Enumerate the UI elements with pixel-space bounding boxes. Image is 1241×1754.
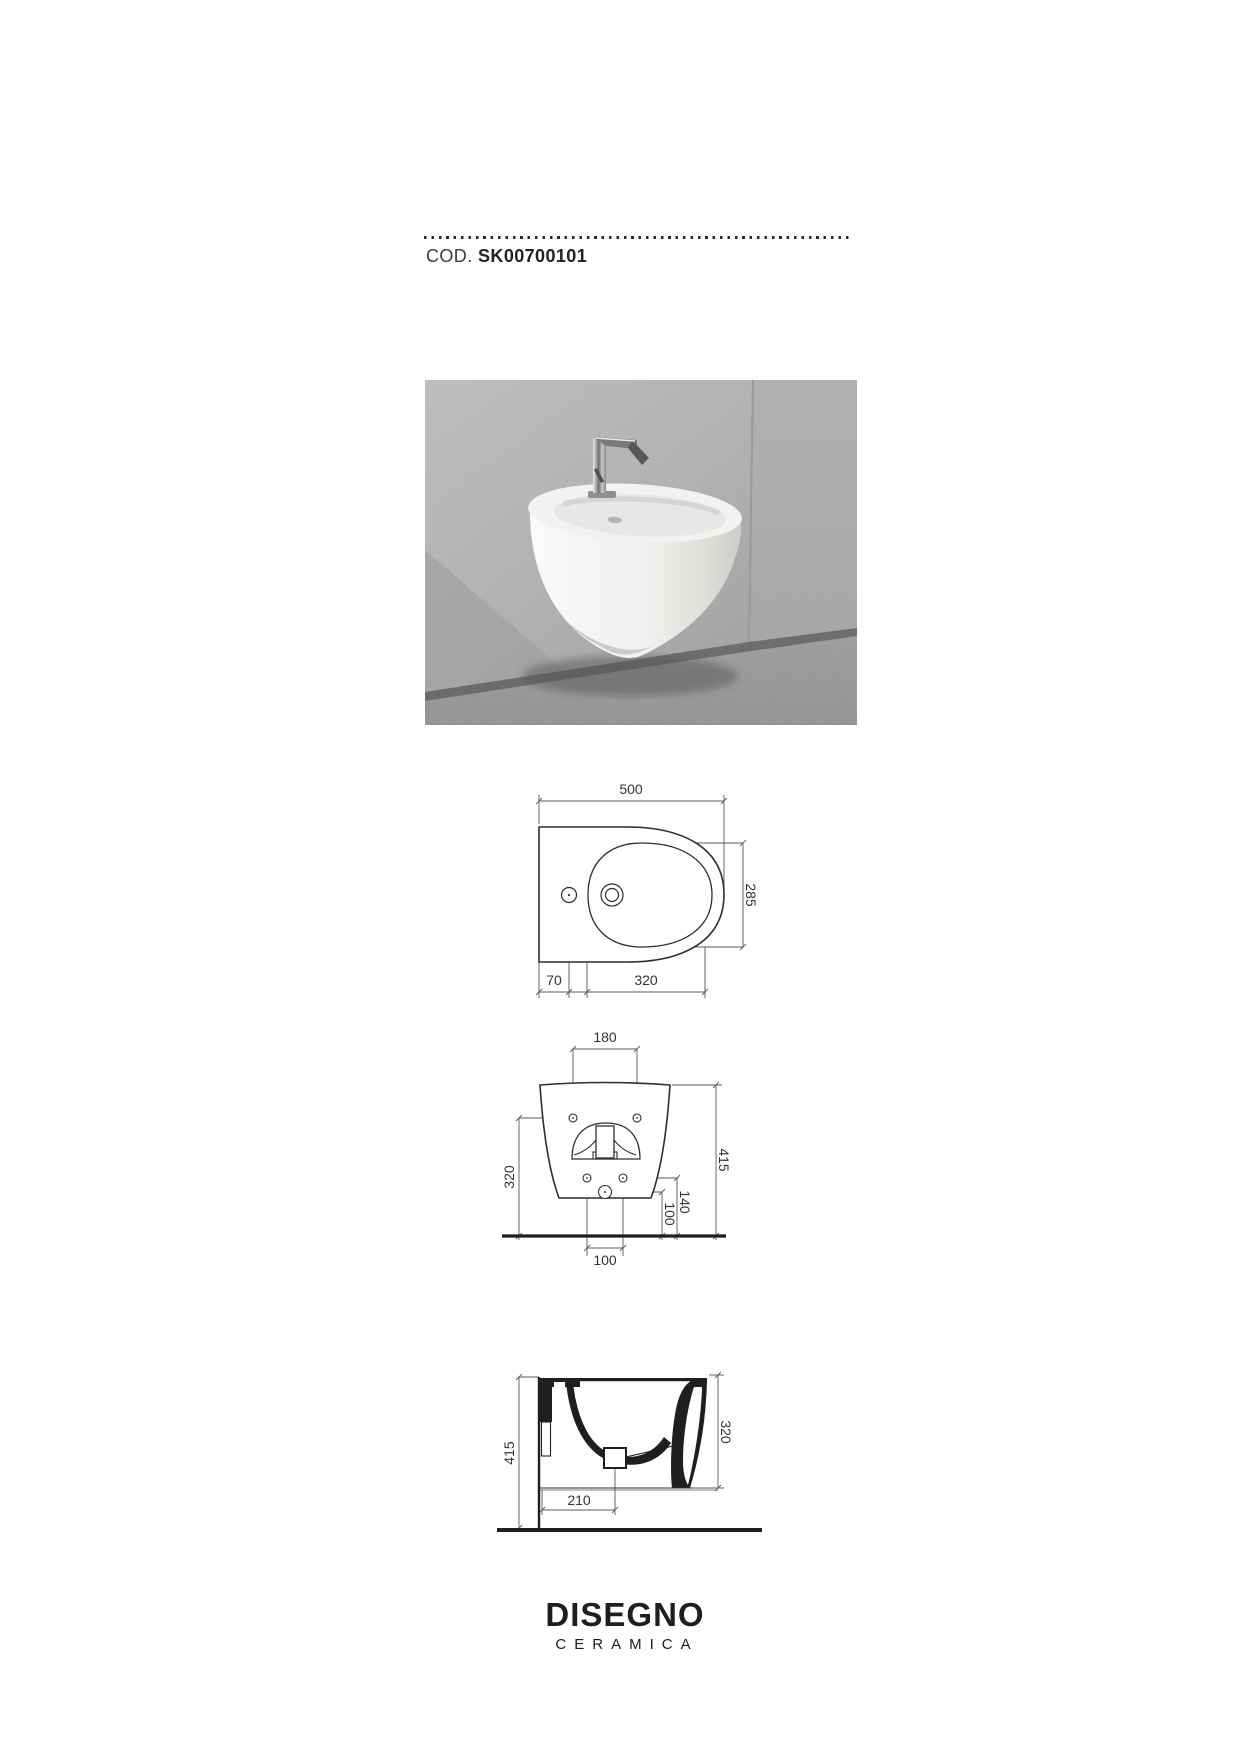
brand-name: DISEGNO — [545, 1596, 705, 1633]
front-view-fixing-height-label: 320 — [501, 1165, 517, 1189]
top-view-bowl-depth-label: 285 — [743, 883, 759, 907]
top-view-tap-offset-label: 70 — [546, 972, 562, 988]
side-view-drawing — [490, 1365, 780, 1555]
bidet-shadow — [522, 656, 738, 696]
front-view-outline — [540, 1083, 670, 1199]
side-view-height-label: 415 — [501, 1441, 517, 1465]
side-view-section — [539, 1377, 707, 1530]
product-photo — [425, 380, 857, 725]
dotted-divider — [424, 236, 853, 239]
top-view-outline — [539, 827, 724, 962]
product-code-value: SK00700101 — [478, 246, 588, 266]
front-view-holes-spacing-label: 180 — [593, 1030, 617, 1045]
side-view-drain-offset-label: 210 — [567, 1492, 591, 1508]
top-view-bowl-width-label: 320 — [634, 972, 658, 988]
top-view-drawing — [490, 780, 780, 1015]
product-photo-canvas — [425, 380, 857, 725]
side-view-depth-label: 320 — [718, 1420, 734, 1444]
brand-logo — [470, 1598, 780, 1653]
front-view-overall-height-label: 415 — [716, 1148, 732, 1172]
front-view-drawing — [490, 1030, 740, 1275]
front-view-lower-holes-label: 140 — [677, 1190, 693, 1214]
product-code-label: COD. — [426, 246, 473, 266]
product-code — [426, 246, 587, 267]
top-view-width-label: 500 — [619, 781, 643, 797]
brand-subname: CERAMICA — [555, 1635, 699, 1653]
front-view-drain-spacing-label: 100 — [593, 1252, 617, 1268]
front-view-drain-height-label: 100 — [662, 1202, 678, 1226]
